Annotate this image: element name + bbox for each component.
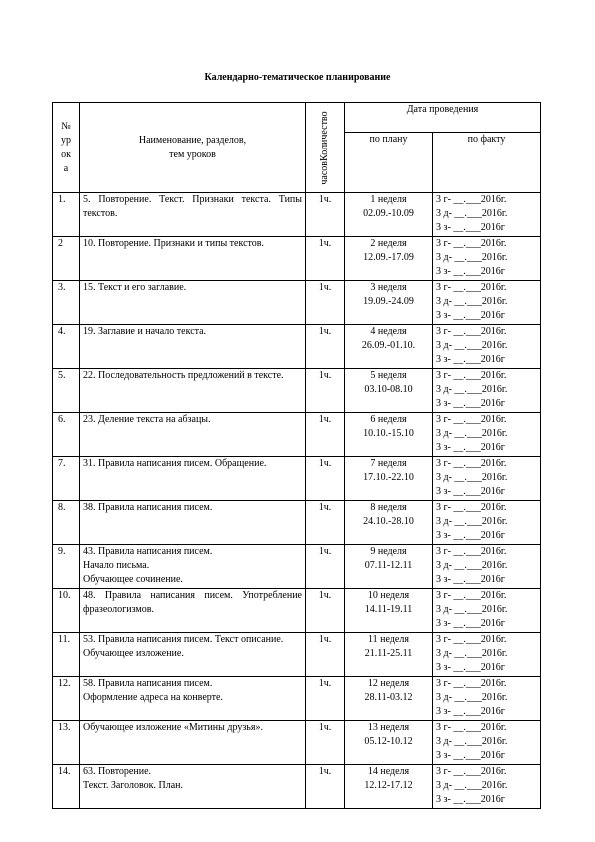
header-hours: часовКоличество <box>306 103 345 193</box>
cell-line: 13 неделя <box>367 722 410 733</box>
cell-line: 07.11-12.11 <box>364 560 413 571</box>
lesson-plan-date <box>345 677 433 721</box>
cell-line: 05.12-10.12 <box>364 736 413 747</box>
cell-line: 19. Заглавие и начало текста. <box>83 326 207 337</box>
lesson-number: 14. <box>53 765 80 809</box>
cell-line: 22. Последовательность предложений в тексте. <box>83 370 284 381</box>
cell-line: 2 неделя <box>370 238 407 249</box>
lesson-fact-date <box>433 281 541 325</box>
lesson-name <box>80 237 306 281</box>
lesson-name <box>80 193 306 237</box>
cell-line: 3 г- __.___2016г. <box>436 194 507 205</box>
cell-line: 3 д- __.___2016г. <box>436 472 508 483</box>
table-row <box>53 193 541 237</box>
table-row <box>53 413 541 457</box>
planning-table <box>52 102 541 809</box>
cell-line: 3 д- __.___2016г. <box>436 340 508 351</box>
cell-line: 3 з- __.___2016г <box>436 310 505 321</box>
lesson-name <box>80 721 306 765</box>
cell-line: 3 з- __.___2016г <box>436 706 505 717</box>
lesson-hours: 1ч. <box>306 589 345 633</box>
lesson-fact-date <box>433 413 541 457</box>
cell-line: 26.09.-01.10. <box>361 340 416 351</box>
lesson-number: 10. <box>53 589 80 633</box>
cell-line: 3 г- __.___2016г. <box>436 458 507 469</box>
lesson-number: 9. <box>53 545 80 589</box>
cell-line: 3 д- __.___2016г. <box>436 692 508 703</box>
lesson-number: 8. <box>53 501 80 545</box>
lesson-plan-date <box>345 369 433 413</box>
lesson-plan-date <box>345 193 433 237</box>
lesson-fact-date <box>433 677 541 721</box>
cell-line: 3 з- __.___2016г <box>436 398 505 409</box>
cell-line: 28.11-03.12 <box>364 692 413 703</box>
cell-line: 21.11-25.11 <box>364 648 413 659</box>
cell-line: 19.09.-24.09 <box>363 296 414 307</box>
cell-line: 3 з- __.___2016г <box>436 442 505 453</box>
cell-line: 3 г- __.___2016г. <box>436 238 507 249</box>
lesson-number: 13. <box>53 721 80 765</box>
lesson-name <box>80 545 306 589</box>
lesson-hours: 1ч. <box>306 193 345 237</box>
cell-line: 14 неделя <box>367 766 410 777</box>
header-number: № ур ок а <box>53 103 80 193</box>
cell-line: 58. Правила написания писем. <box>83 678 213 689</box>
cell-line: 3 г- __.___2016г. <box>436 502 507 513</box>
cell-line: 1 неделя <box>370 194 407 205</box>
cell-line: 3 з- __.___2016г <box>436 530 505 541</box>
lesson-name <box>80 765 306 809</box>
cell-line: 3 д- __.___2016г. <box>436 604 508 615</box>
table-row <box>53 325 541 369</box>
lesson-name <box>80 413 306 457</box>
cell-line: 3 неделя <box>370 282 407 293</box>
table-row <box>53 589 541 633</box>
lesson-plan-date <box>345 325 433 369</box>
lesson-fact-date <box>433 545 541 589</box>
lesson-hours: 1ч. <box>306 325 345 369</box>
cell-line: 12.12-17.12 <box>364 780 413 791</box>
cell-line: 3 д- __.___2016г. <box>436 780 508 791</box>
page-title: Календарно-тематическое планирование <box>204 72 391 83</box>
table-row <box>53 633 541 677</box>
cell-line: 23. Деление текста на абзацы. <box>83 414 211 425</box>
lesson-name <box>80 633 306 677</box>
lesson-fact-date <box>433 589 541 633</box>
lesson-plan-date <box>345 589 433 633</box>
lesson-hours: 1ч. <box>306 721 345 765</box>
lesson-plan-date <box>345 765 433 809</box>
cell-line: 6 неделя <box>370 414 407 425</box>
lesson-hours: 1ч. <box>306 281 345 325</box>
table-row <box>53 237 541 281</box>
cell-line: 3 д- __.___2016г. <box>436 296 508 307</box>
cell-line: 3 д- __.___2016г. <box>436 560 508 571</box>
cell-line: 31. Правила написания писем. Обращение. <box>83 458 267 469</box>
lesson-plan-date <box>345 237 433 281</box>
lesson-hours: 1ч. <box>306 237 345 281</box>
cell-line: 3 г- __.___2016г. <box>436 370 507 381</box>
lesson-fact-date <box>433 501 541 545</box>
cell-line: 3 г- __.___2016г. <box>436 546 507 557</box>
cell-line: 3 з- __.___2016г <box>436 574 505 585</box>
lesson-number: 4. <box>53 325 80 369</box>
table-row <box>53 457 541 501</box>
lesson-name <box>80 677 306 721</box>
cell-line: 10 неделя <box>367 590 410 601</box>
lesson-fact-date <box>433 325 541 369</box>
table-row <box>53 677 541 721</box>
cell-line: 12 неделя <box>367 678 410 689</box>
lesson-hours: 1ч. <box>306 765 345 809</box>
cell-line: 3 д- __.___2016г. <box>436 428 508 439</box>
cell-line: Оформление адреса на конверте. <box>83 692 223 703</box>
cell-line: 24.10.-28.10 <box>363 516 414 527</box>
cell-line: 63. Повторение. <box>83 766 152 777</box>
lesson-number: 7. <box>53 457 80 501</box>
lesson-plan-date <box>345 281 433 325</box>
lesson-fact-date <box>433 721 541 765</box>
cell-line: Обучающее изложение. <box>83 648 184 659</box>
cell-line: 3 г- __.___2016г. <box>436 678 507 689</box>
table-row <box>53 501 541 545</box>
lesson-name <box>80 501 306 545</box>
table-row <box>53 545 541 589</box>
lesson-fact-date <box>433 765 541 809</box>
lesson-number: 1. <box>53 193 80 237</box>
cell-line: 3 з- __.___2016г <box>436 662 505 673</box>
cell-line: 4 неделя <box>370 326 407 337</box>
cell-line: 9 неделя <box>370 546 407 557</box>
cell-line: 3 з- __.___2016г <box>436 750 505 761</box>
cell-line: 10. Повторение. Признаки и типы текстов. <box>83 238 264 249</box>
cell-line: 3 з- __.___2016г <box>436 354 505 365</box>
lesson-name <box>80 589 306 633</box>
cell-line: 3 д- __.___2016г. <box>436 208 508 219</box>
cell-line: 3 з- __.___2016г <box>436 794 505 805</box>
lesson-fact-date <box>433 369 541 413</box>
cell-line: 3 г- __.___2016г. <box>436 766 507 777</box>
lesson-hours: 1ч. <box>306 545 345 589</box>
cell-line: 3 з- __.___2016г <box>436 266 505 277</box>
lesson-fact-date <box>433 193 541 237</box>
lesson-number: 2 <box>53 237 80 281</box>
lesson-number: 6. <box>53 413 80 457</box>
cell-line: 53. Правила написания писем. Текст описание. <box>83 634 284 645</box>
cell-line: 10.10.-15.10 <box>363 428 414 439</box>
cell-line: Обучающее изложение «Митины друзья». <box>83 722 263 733</box>
lesson-hours: 1ч. <box>306 501 345 545</box>
lesson-fact-date <box>433 633 541 677</box>
header-fact: по факту <box>433 133 541 193</box>
cell-line: 8 неделя <box>370 502 407 513</box>
lesson-hours: 1ч. <box>306 677 345 721</box>
cell-line: 3 г- __.___2016г. <box>436 282 507 293</box>
cell-line: 43. Правила написания писем. <box>83 546 213 557</box>
cell-line: 3 г- __.___2016г. <box>436 326 507 337</box>
lesson-hours: 1ч. <box>306 457 345 501</box>
lesson-name <box>80 369 306 413</box>
cell-line: 3 д- __.___2016г. <box>436 252 508 263</box>
table-row <box>53 721 541 765</box>
lesson-number: 12. <box>53 677 80 721</box>
cell-line: 12.09.-17.09 <box>363 252 414 263</box>
lesson-plan-date <box>345 413 433 457</box>
lesson-plan-date <box>345 633 433 677</box>
cell-line: 11 неделя <box>368 634 409 645</box>
lesson-name <box>80 281 306 325</box>
cell-line: 15. Текст и его заглавие. <box>83 282 187 293</box>
cell-line: 3 з- __.___2016г <box>436 486 505 497</box>
cell-line: 3 з- __.___2016г <box>436 618 505 629</box>
cell-line: 03.10-08.10 <box>364 384 413 395</box>
lesson-plan-date <box>345 721 433 765</box>
cell-line: 7 неделя <box>370 458 407 469</box>
table-row <box>53 369 541 413</box>
lesson-hours: 1ч. <box>306 633 345 677</box>
lesson-name <box>80 325 306 369</box>
cell-line: Текст. Заголовок. План. <box>83 780 184 791</box>
cell-line: 02.09.-10.09 <box>363 208 414 219</box>
cell-line: Начало письма. <box>83 560 150 571</box>
cell-line: 3 г- __.___2016г. <box>436 634 507 645</box>
cell-line: 3 д- __.___2016г. <box>436 384 508 395</box>
lesson-name <box>80 457 306 501</box>
cell-line: 3 г- __.___2016г. <box>436 722 507 733</box>
cell-line: 14.11-19.11 <box>364 604 413 615</box>
table-row <box>53 765 541 809</box>
lesson-number: 3. <box>53 281 80 325</box>
cell-line: 3 д- __.___2016г. <box>436 516 508 527</box>
cell-line: 48. Правила написания писем. Употребление фразеологизмов. <box>83 590 302 615</box>
lesson-fact-date <box>433 457 541 501</box>
lesson-number: 5. <box>53 369 80 413</box>
cell-line: 38. Правила написания писем. <box>83 502 213 513</box>
lesson-plan-date <box>345 501 433 545</box>
header-lesson-name: Наименование, разделов, тем уроков <box>80 103 306 193</box>
lesson-plan-date <box>345 545 433 589</box>
cell-line: 5. Повторение. Текст. Признаки текста. Типы текстов. <box>83 194 302 219</box>
cell-line: Обучающее сочинение. <box>83 574 183 585</box>
header-date: Дата проведения <box>345 103 541 133</box>
cell-line: 5 неделя <box>370 370 407 381</box>
lesson-hours: 1ч. <box>306 369 345 413</box>
lesson-number: 11. <box>53 633 80 677</box>
header-plan: по плану <box>345 133 433 193</box>
cell-line: 3 д- __.___2016г. <box>436 648 508 659</box>
cell-line: 3 г- __.___2016г. <box>436 414 507 425</box>
lesson-plan-date <box>345 457 433 501</box>
cell-line: 3 г- __.___2016г. <box>436 590 507 601</box>
table-row <box>53 281 541 325</box>
lesson-fact-date <box>433 237 541 281</box>
cell-line: 3 д- __.___2016г. <box>436 736 508 747</box>
cell-line: 3 з- __.___2016г <box>436 222 505 233</box>
cell-line: 17.10.-22.10 <box>363 472 414 483</box>
lesson-hours: 1ч. <box>306 413 345 457</box>
